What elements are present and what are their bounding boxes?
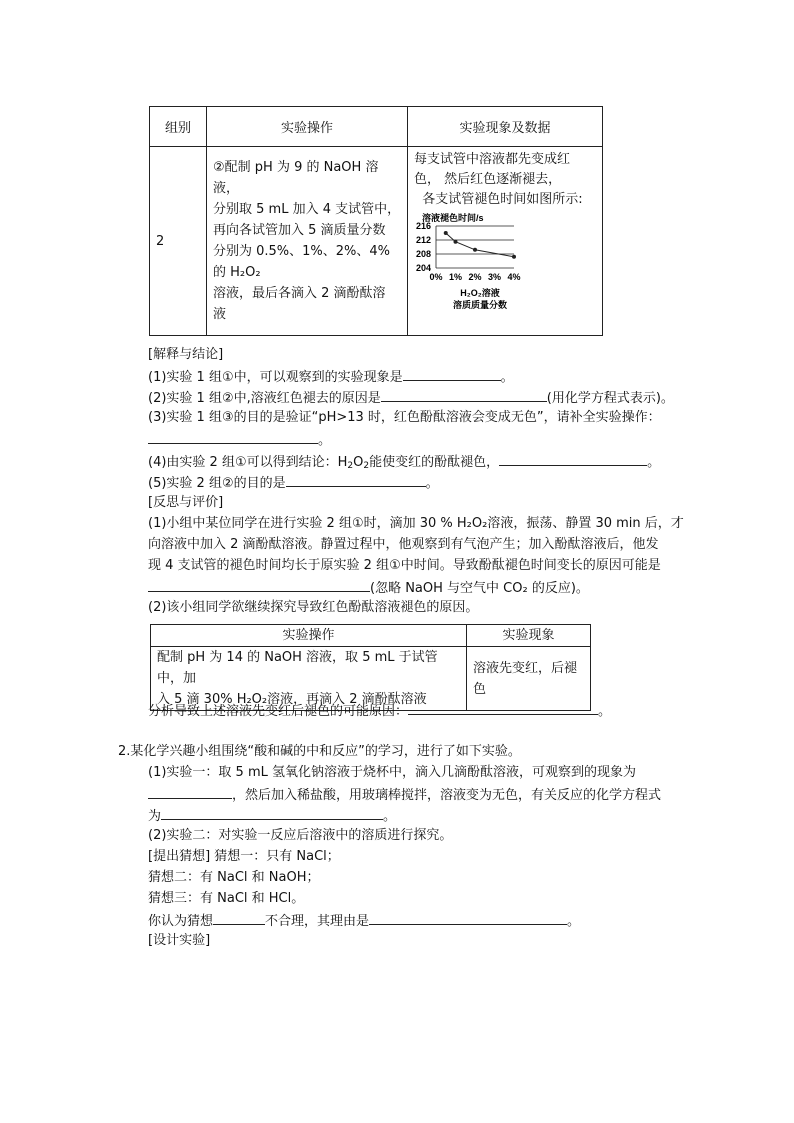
question-5: (5)实验 2 组②的目的是 。 bbox=[148, 472, 439, 494]
operation-cell: 配制 pH 为 14 的 NaOH 溶液，取 5 mL 于试管中，加 入 5 滴 30% H₂O₂溶液，再滴入 2 滴酚酞溶液 bbox=[151, 647, 467, 711]
section-heading: [解释与结论] bbox=[148, 347, 224, 362]
fade-time-chart bbox=[414, 212, 554, 332]
question-text: ，然后加入稀盐酸，用玻璃棒搅拌，溶液变为无色，有关反应的化学方程式 bbox=[148, 784, 661, 806]
x-tick-label: 4% bbox=[507, 272, 521, 282]
answer-blank[interactable] bbox=[161, 805, 383, 820]
question-4: (4)由实验 2 组①可以得到结论：$H_2O_2$能使变红的酚酞褪色， 。 bbox=[148, 451, 660, 476]
answer-blank[interactable] bbox=[213, 910, 265, 925]
header-phenomenon: 实验现象 bbox=[467, 625, 591, 647]
y-tick-label: 212 bbox=[416, 235, 432, 245]
operation-cell bbox=[207, 147, 408, 336]
header-operation: 实验操作 bbox=[151, 625, 467, 647]
phenomenon-line: 色， 然后红色逐渐褪去， bbox=[414, 172, 562, 187]
phenomenon-line: 各支试管褪色时间如图所示: bbox=[414, 192, 583, 207]
y-tick-label: 208 bbox=[416, 249, 432, 259]
operation-line: 再向各试管加入 5 滴质量分数 bbox=[213, 223, 386, 238]
data-point bbox=[454, 240, 458, 244]
answer-blank[interactable] bbox=[148, 577, 370, 592]
x-tick-label: 3% bbox=[487, 272, 502, 282]
reflection-text: 向溶液中加入 2 滴酚酞溶液。静置过程中，他观察到有气泡产生；加入酚酞溶液后，他发 bbox=[148, 537, 659, 552]
question-2: (2)实验 1 组②中,溶液红色褪去的原因是 (用化学方程式表示)。 bbox=[148, 387, 674, 409]
group-cell: 2 bbox=[150, 147, 207, 336]
answer-blank[interactable] bbox=[369, 910, 567, 925]
reflection-text: (2)该小组同学欲继续探究导致红色酚酞溶液褪色的原因。 bbox=[148, 600, 479, 615]
reflection-text: (1)小组中某位同学在进行实验 2 组①时，滴加 30 % H₂O₂溶液，振荡、静置 30 min 后，才 bbox=[148, 516, 684, 531]
answer-blank[interactable] bbox=[148, 784, 232, 799]
header-phenomenon: 实验现象及数据 bbox=[408, 107, 603, 147]
phenomenon-cell: 溶液先变红，后褪 色 bbox=[467, 647, 591, 711]
data-point bbox=[512, 255, 516, 259]
x-tick-label: 1% bbox=[448, 272, 463, 282]
answer-blank[interactable] bbox=[381, 387, 547, 402]
question-text: 猜想三：有 NaCl 和 HCl。 bbox=[148, 891, 305, 906]
y-tick-label: 204 bbox=[416, 263, 432, 273]
answer-blank[interactable] bbox=[499, 451, 647, 466]
operation-line: ②配制 pH 为 9 的 NaOH 溶液， bbox=[213, 160, 379, 196]
question-text: (2)实验二：对实验一反应后溶液中的溶质进行探究。 bbox=[148, 828, 453, 843]
header-group: 组别 bbox=[150, 107, 207, 147]
phenomenon-line: 每支试管中溶液都先变成红 bbox=[414, 152, 571, 167]
operation-line: 液 bbox=[213, 307, 227, 322]
question-text: (1)实验一：取 5 mL 氢氧化钠溶液于烧杯中，滴入几滴酚酞溶液，可观察到的现象为 bbox=[148, 765, 636, 780]
question-text: [设计实验] bbox=[148, 933, 211, 948]
y-tick-label: 216 bbox=[416, 221, 432, 231]
question-title: 2.某化学兴趣小组围绕“酸和碱的中和反应”的学习，进行了如下实验。 bbox=[118, 744, 521, 759]
operation-line: 分别为 0.5%、1%、2%、4%的 H₂O₂ bbox=[213, 244, 391, 280]
phenomenon-cell bbox=[408, 147, 603, 336]
x-axis-label: 溶质质量分数 bbox=[452, 300, 508, 310]
question-text: 为 。 bbox=[148, 805, 396, 827]
reflection-text: 现 4 支试管的褪色时间均长于原实验 2 组①中时间。导致酚酞褪色时间变长的原因可能是 bbox=[148, 558, 661, 573]
further-experiment-table bbox=[150, 624, 591, 711]
answer-blank[interactable] bbox=[403, 366, 501, 381]
operation-line: 分别取 5 mL 加入 4 支试管中， bbox=[213, 202, 401, 217]
x-tick-label: 2% bbox=[468, 272, 482, 282]
analysis-question: 分析导致上述溶液先变红后褪色的可能原因： 。 bbox=[148, 700, 611, 722]
answer-blank[interactable] bbox=[408, 700, 598, 715]
question-text: 猜想二：有 NaCl 和 NaOH； bbox=[148, 870, 320, 885]
operation-line: 溶液，最后各滴入 2 滴酚酞溶 bbox=[213, 286, 386, 301]
question-3-answer: 。 bbox=[148, 429, 331, 451]
header-operation: 实验操作 bbox=[207, 107, 408, 147]
section-heading: [反思与评价] bbox=[148, 495, 224, 510]
data-point bbox=[444, 231, 448, 235]
answer-blank[interactable] bbox=[148, 429, 318, 444]
series-line bbox=[446, 233, 514, 257]
question-1: (1)实验 1 组①中，可以观察到的实验现象是 。 bbox=[148, 366, 514, 388]
question-text: 你认为猜想 不合理，其理由是 。 bbox=[148, 910, 580, 932]
answer-blank[interactable] bbox=[286, 472, 426, 487]
x-axis-label: H₂O₂溶液 bbox=[460, 288, 500, 298]
reflection-text: (忽略 NaOH 与空气中 CO₂ 的反应)。 bbox=[148, 577, 589, 599]
question-3: (3)实验 1 组③的目的是验证“pH>13 时，红色酚酞溶液会变成无色”，请补全实验操作： bbox=[148, 410, 661, 425]
question-text: [提出猜想] 猜想一：只有 NaCl； bbox=[148, 849, 340, 864]
data-point bbox=[473, 248, 477, 252]
chart-title: 溶液褪色时间/s bbox=[422, 213, 484, 223]
experiment-table bbox=[149, 106, 603, 336]
x-tick-label: 0% bbox=[429, 272, 443, 282]
